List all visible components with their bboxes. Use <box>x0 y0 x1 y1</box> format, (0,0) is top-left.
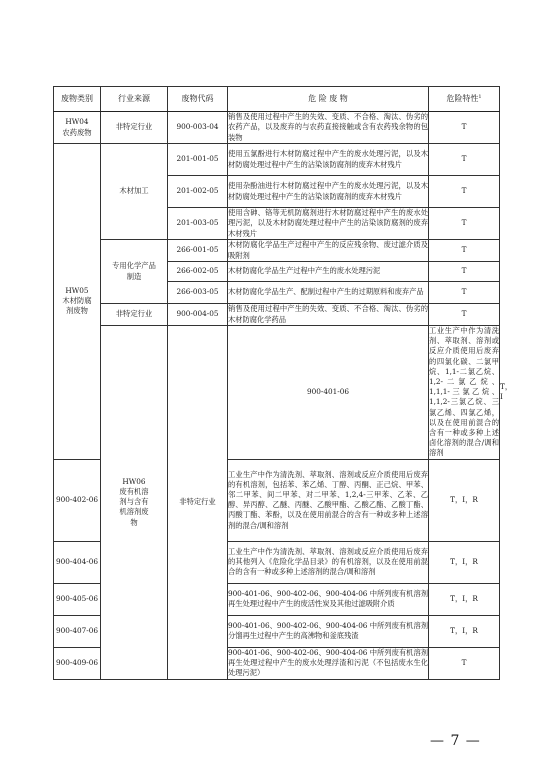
hazard-cell: T，I，R <box>429 615 500 647</box>
waste-desc-cell: 工业生产中作为清洗剂、萃取剂、溶剂或反应介质使用后废弃的其他列入《危险化学品目录》的有机溶剂，以及在使用前混合的含有一种或多种上述溶剂的混合/调和溶剂 <box>228 541 429 583</box>
waste-desc-cell: 使用五氯酚进行木材防腐过程中产生的废水处理污泥，以及木材防腐处理过程中产生的沾染该防腐剂的废弃木材残片 <box>228 144 429 176</box>
code-cell: 900-402-06 <box>54 459 101 541</box>
table-row <box>54 144 500 176</box>
header-hazard <box>429 87 500 112</box>
hazard-cell: T，I，R <box>429 541 500 583</box>
code-cell: 201-003-05 <box>168 208 228 240</box>
code-cell: 266-003-05 <box>168 282 228 304</box>
table-header-row <box>54 87 500 112</box>
code-cell: 900-407-06 <box>54 615 101 647</box>
table-row <box>54 112 500 144</box>
header-hazard-label: 危险特性 <box>446 93 479 103</box>
hazard-cell: T <box>429 647 500 679</box>
waste-desc-cell: 销售及使用过程中产生的失效、变质、不合格、淘汰、伪劣的木材防腐化学药品 <box>228 304 428 324</box>
code-cell: 900-405-06 <box>54 583 101 615</box>
code-cell: 900-401-06 <box>228 326 429 460</box>
category-cell: HW05 木材防腐 剂废物 <box>54 144 101 460</box>
hazard-cell: T <box>429 262 500 282</box>
waste-desc-cell: 销售及使用过程中产生的失效、变质、不合格、淘汰、伪劣的农药产品，以及废弃的与农药直接接触或含有农药残余物的包装物 <box>228 112 428 142</box>
waste-desc-cell: 木材防腐化学品生产过程中产生的废水处理污泥 <box>228 262 429 282</box>
table-row <box>54 240 500 262</box>
hazard-cell: T <box>429 282 500 304</box>
code-cell: 900-404-06 <box>54 541 101 583</box>
header-waste: 危 险 废 物 <box>228 87 429 112</box>
hazardous-waste-table <box>53 86 513 680</box>
waste-desc-cell: 木材防腐化学品生产、配制过程中产生的过期原料和废弃产品 <box>228 282 429 304</box>
hazard-cell: T <box>429 304 500 326</box>
waste-desc-cell: 使用含砷、铬等无机防腐剂进行木材防腐过程中产生的废水处理污泥，以及木材防腐处理过程中产生的沾染该防腐剂的废弃木材残片 <box>228 208 428 238</box>
category-cell: HW06 废有机溶 剂与含有 机溶剂废 物 <box>101 326 168 680</box>
hazard-cell: T <box>429 208 500 240</box>
hazard-cell: T <box>429 176 500 208</box>
waste-desc-cell: 900-401-06、900-402-06、900-404-06 中所列废有机溶剂再生处理过程中产生的废水处理浮渣和污泥（不包括废水生化处理污泥） <box>228 647 428 678</box>
source-cell: 非特定行业 <box>101 304 168 326</box>
code-cell: 900-003-04 <box>168 112 228 144</box>
code-cell: 900-004-05 <box>168 304 228 326</box>
hazard-cell: T <box>429 112 500 144</box>
page-number: — 7 — <box>430 733 481 749</box>
header-source: 行业来源 <box>101 87 168 112</box>
source-cell: 非特定行业 <box>168 326 228 680</box>
waste-desc-cell: 使用杂酚油进行木材防腐过程中产生的废水处理污泥，以及木材防腐处理过程中产生的沾染该防腐剂的废弃木材残片 <box>228 176 429 208</box>
waste-desc-cell: 900-401-06、900-402-06、900-404-06 中所列废有机溶剂再生处理过程中产生的废活性炭及其他过滤吸附介质 <box>228 583 429 615</box>
category-cell: HW04 农药废物 <box>54 112 101 144</box>
code-cell: 266-001-05 <box>168 240 228 262</box>
waste-desc-cell: 工业生产中作为清洗剂、萃取剂、溶剂或反应介质使用后废弃的有机溶剂，包括苯、苯乙烯、丁醇、丙酮、正己烷、甲苯、邻二甲苯、间二甲苯、对二甲苯、1,2,4-三甲苯、乙苯、乙醇、异丙醇、乙醚、丙醚、乙酸甲酯、乙酸乙酯、乙酸丁酯、丙酸丁酯、苯酚，以及在使用前混合的含有一种或多种上述溶剂的混合/调和溶剂 <box>228 459 429 541</box>
waste-desc-cell: 木材防腐化学品生产过程中产生的反应残余物、废过滤介质及吸附剂 <box>228 240 428 260</box>
source-cell: 非特定行业 <box>101 112 168 144</box>
code-cell: 266-002-05 <box>168 262 228 282</box>
header-hazard-note: 1 <box>478 93 482 100</box>
table-row <box>54 304 500 326</box>
table-row: HW06 废有机溶 剂与含有 机溶剂废 物 非特定行业 900-401-06 工业生产中作为清洗剂、萃取剂、溶剂或反应介质使用后废弃的四氯化碳、二氯甲烷、1,1-二氯乙烷、1,2-二氯乙烷、1,1,1-三氯乙烷、1,1,2-三氯乙烷、三氯乙烯、四氯乙烯，以及在使用前混合的含有一种或多种上述卤化溶剂的混合/调和溶剂 T，I <box>54 326 500 460</box>
waste-desc-cell: 工业生产中作为清洗剂、萃取剂、溶剂或反应介质使用后废弃的四氯化碳、二氯甲烷、1,1-二氯乙烷、1,2-二氯乙烷、1,1,1-三氯乙烷、1,1,2-三氯乙烷、三氯乙烯、四氯乙烯，以及在使用前混合的含有一种或多种上述卤化溶剂的混合/调和溶剂 <box>429 326 499 458</box>
source-cell: 木材加工 <box>101 144 168 240</box>
code-cell: 201-002-05 <box>168 176 228 208</box>
header-category: 废物类别 <box>54 87 101 112</box>
code-cell: 900-409-06 <box>54 647 101 679</box>
hazard-cell: T <box>429 144 500 176</box>
hazard-cell: T，I，R <box>429 583 500 615</box>
hazard-cell: T，I，R <box>429 459 500 541</box>
code-cell: 201-001-05 <box>168 144 228 176</box>
waste-desc-cell: 900-401-06、900-402-06、900-404-06 中所列废有机溶剂分馏再生过程中产生的高沸物和釜底残渣 <box>228 615 429 647</box>
header-code: 废物代码 <box>168 87 228 112</box>
source-cell: 专用化学产品 制造 <box>101 240 168 304</box>
hazard-cell: T <box>429 240 500 262</box>
